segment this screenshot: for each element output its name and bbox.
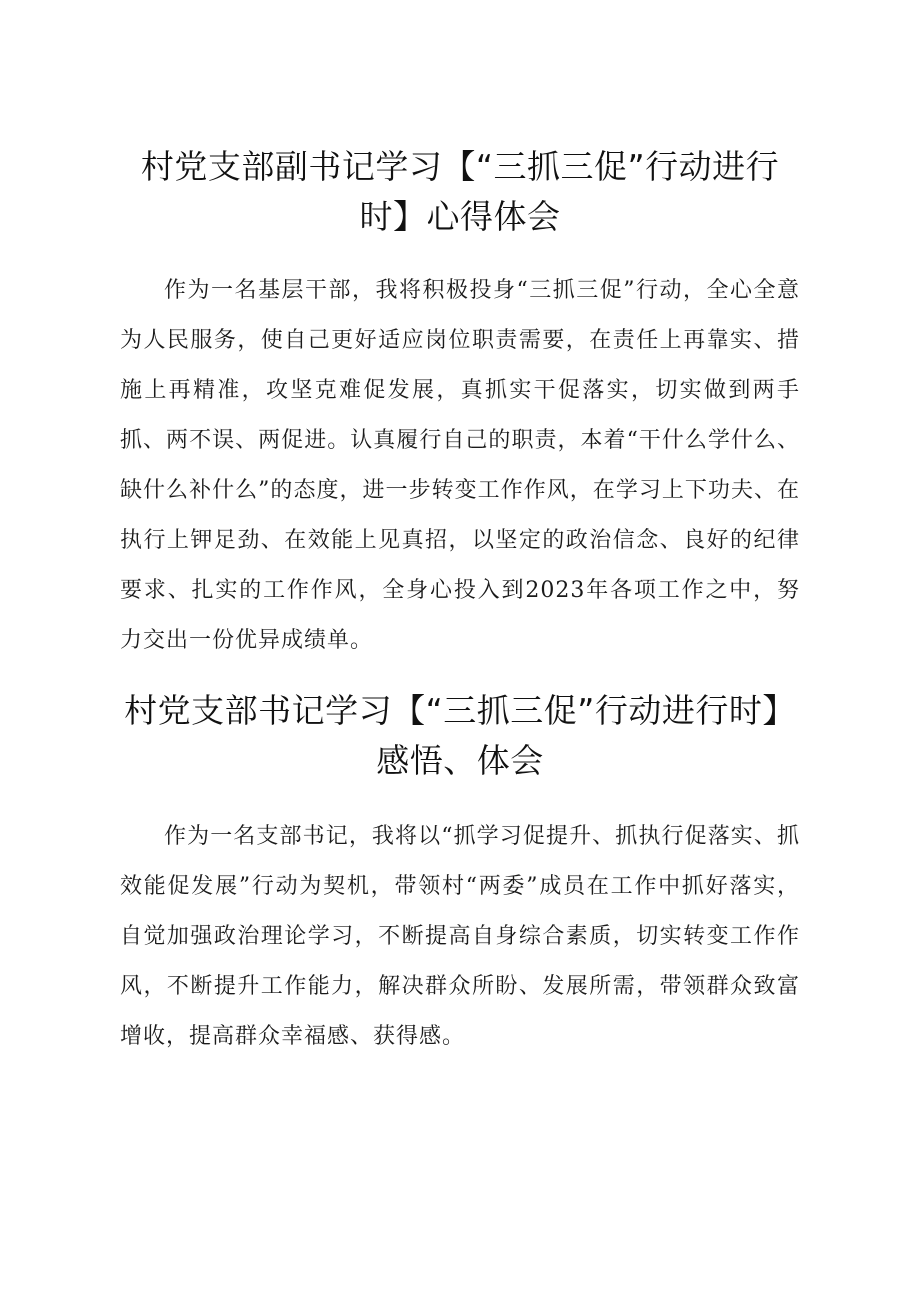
section-2-title: 村党支部书记学习【“三抓三促”行动进行时】感悟、体会 (124, 691, 796, 780)
section-1 (120, 142, 800, 666)
section-1-title: 村党支部副书记学习【“三抓三促”行动进行时】心得体会 (140, 147, 780, 236)
section-2-body: 作为一名支部书记，我将以“抓学习促提升、抓执行促落实、抓效能促发展”行动为契机，带领村“两委”成员在工作中抓好落实，自觉加强政治理论学习，不断提高自身综合素质，切实转变工作作风，不断提升工作能力，解决群众所盼、发展所需，带领群众致富增收，提高群众幸福感、获得感。 (120, 824, 800, 1049)
section-1-body: 作为一名基层干部，我将积极投身“三抓三促”行动，全心全意为人民服务，使自己更好适应岗位职责需要，在责任上再靠实、措施上再精准，攻坚克难促发展，真抓实干促落实，切实做到两手抓、两不误、两促进。认真履行自己的职责，本着“干什么学什么、缺什么补什么”的态度，进一步转变工作作风，在学习上下功夫、在执行上钾足劲、在效能上见真招，以坚定的政治信念、良好的纪律要求、扎实的工作作风，全身心投入到2023年各项工作之中，努力交出一份优异成绩单。 (120, 278, 800, 653)
section-2 (120, 686, 800, 1062)
